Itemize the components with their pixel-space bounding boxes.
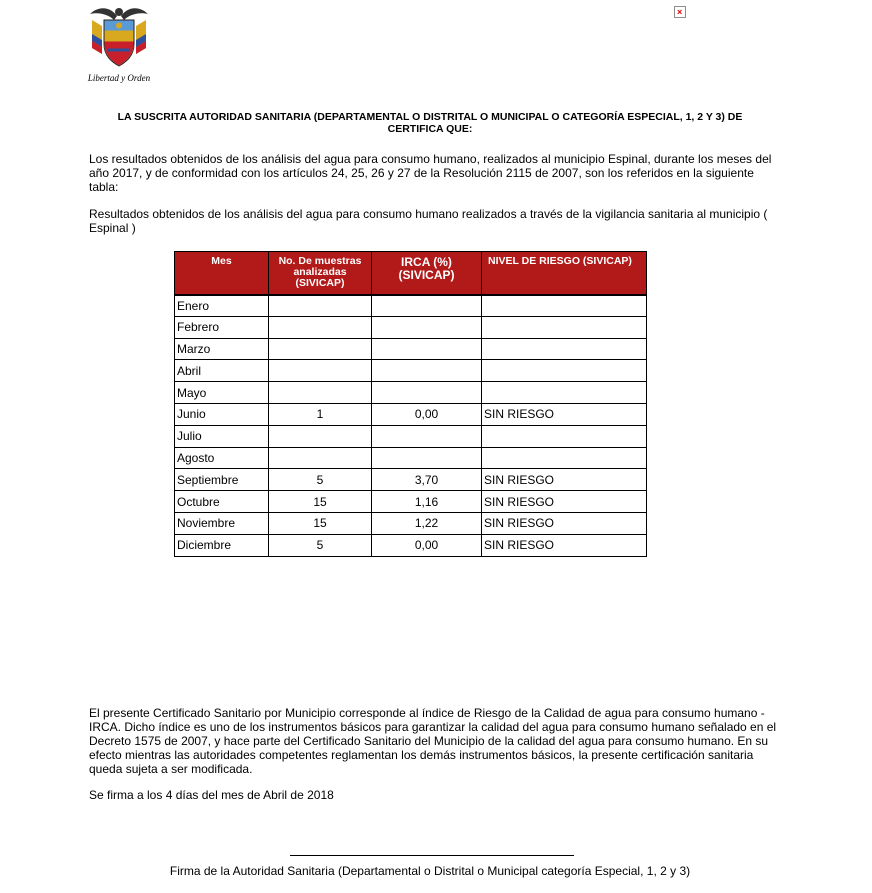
cell-riesgo: SIN RIESGO [482,534,647,556]
cell-irca [372,295,482,317]
cell-muestras [269,382,372,404]
cell-muestras: 15 [269,512,372,534]
cell-riesgo [482,425,647,447]
table-row [175,316,647,338]
table-row [175,338,647,360]
coat-of-arms-motto: Libertad y Orden [87,73,151,83]
cell-riesgo [482,447,647,469]
results-table [174,251,647,557]
cell-irca: 1,22 [372,512,482,534]
signature-caption: Firma de la Autoridad Sanitaria (Departamental o Distrital o Municipal categoría Especial, 1, 2 y 3) [169,864,691,878]
cell-mes: Julio [175,425,269,447]
cell-muestras [269,295,372,317]
cell-irca: 0,00 [372,534,482,556]
cell-irca: 3,70 [372,469,482,491]
certificate-heading [92,111,768,135]
cell-muestras: 5 [269,469,372,491]
table-row [175,425,647,447]
cell-mes: Noviembre [175,512,269,534]
cell-irca [372,382,482,404]
cell-riesgo: SIN RIESGO [482,403,647,425]
broken-image-icon: × [674,6,686,18]
cell-mes: Abril [175,360,269,382]
heading-line-1: LA SUSCRITA AUTORIDAD SANITARIA (DEPARTAMENTAL O DISTRITAL O MUNICIPAL O CATEGORÍA ESPECIAL, 1, 2 Y 3) DE [117,111,743,123]
table-row [175,295,647,317]
cell-muestras [269,360,372,382]
cell-mes: Marzo [175,338,269,360]
cell-riesgo: SIN RIESGO [482,469,647,491]
cell-mes: Octubre [175,491,269,513]
cell-irca [372,316,482,338]
cell-muestras: 1 [269,403,372,425]
cell-mes: Diciembre [175,534,269,556]
cell-muestras: 15 [269,491,372,513]
table-row [175,534,647,556]
cell-irca [372,425,482,447]
cell-irca [372,447,482,469]
header-irca: IRCA (%) (SIVICAP) [372,252,482,295]
cell-muestras [269,338,372,360]
cell-mes: Septiembre [175,469,269,491]
cell-mes: Febrero [175,316,269,338]
table-row [175,382,647,404]
intro-paragraph: Los resultados obtenidos de los análisis del agua para consumo humano, realizados al municipio Espinal, durante los meses del año 2017, y de conformidad con los artículos 24, 25, 26 y 27 de la Resolución 2115 de 2007, son los referidos en la siguiente tabla: [89,152,772,194]
header-muestras: No. De muestras analizadas (SIVICAP) [269,252,372,295]
cell-muestras [269,316,372,338]
cell-mes: Junio [175,403,269,425]
cell-irca: 1,16 [372,491,482,513]
cell-irca [372,338,482,360]
cell-riesgo: SIN RIESGO [482,512,647,534]
cell-irca: 0,00 [372,403,482,425]
header-nivel-riesgo: NIVEL DE RIESGO (SIVICAP) [482,252,647,295]
cell-riesgo [482,360,647,382]
closing-paragraph: El presente Certificado Sanitario por Municipio corresponde al índice de Riesgo de la Calidad de agua para consumo humano - IRCA. Dicho índice es uno de los instrumentos básicos para garantizar la calidad del agua para consumo humano señalado en el Decreto 1575 de 2007, y hace parte del Certificado Sanitario del Municipio de la calidad del agua para consumo humano. En su efecto mientras las autoridades competentes reglamentan los demás instrumentos básicos, la presente certificación sanitaria queda sujeta a ser modificada. [89,706,777,776]
table-intro-paragraph: Resultados obtenidos de los análisis del agua para consumo humano realizados a través de la vigilancia sanitaria al municipio ( Espinal ) [89,207,768,235]
cell-riesgo [482,382,647,404]
cell-muestras [269,447,372,469]
cell-muestras: 5 [269,534,372,556]
cell-irca [372,360,482,382]
cell-muestras [269,425,372,447]
table-header-row [175,252,647,295]
table-row [175,360,647,382]
cell-mes: Mayo [175,382,269,404]
table-row [175,491,647,513]
cell-mes: Agosto [175,447,269,469]
cell-riesgo: SIN RIESGO [482,491,647,513]
signature-line [290,855,574,856]
table-row [175,469,647,491]
heading-line-2: CERTIFICA QUE: [387,123,473,135]
table-row [175,403,647,425]
cell-riesgo [482,295,647,317]
colombia-coat-of-arms-icon [84,4,154,70]
cell-mes: Enero [175,295,269,317]
table-row [175,447,647,469]
table-row [175,512,647,534]
cell-riesgo [482,338,647,360]
header-mes: Mes [175,252,269,295]
cell-riesgo [482,316,647,338]
signed-date: Se firma a los 4 días del mes de Abril de 2018 [89,788,334,802]
